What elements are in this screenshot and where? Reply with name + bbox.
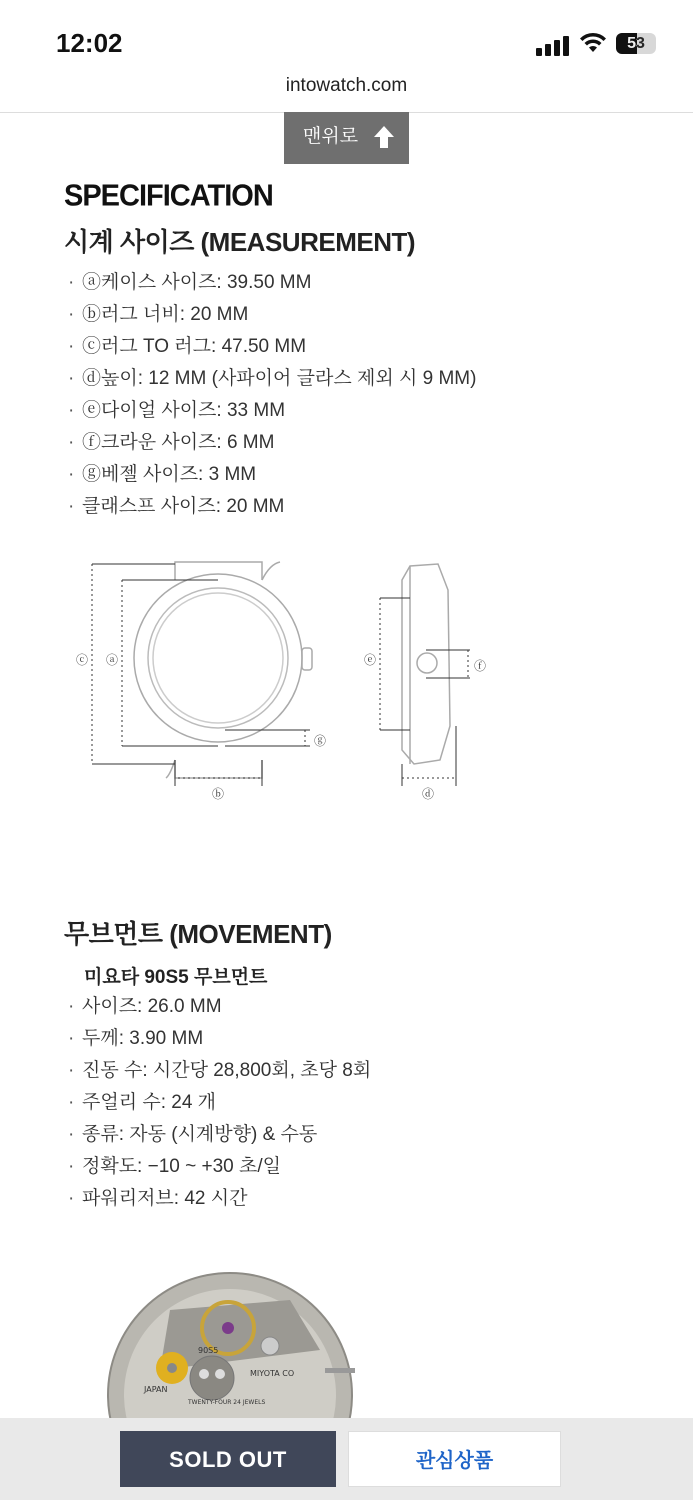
list-item: · ⓒ러그 TO 러그: 47.50 MM [68,336,307,357]
url-text: intowatch.com [285,75,408,96]
movement-origin: JAPAN [144,1385,168,1394]
list-item: · ⓖ베젤 사이즈: 3 MM [68,464,257,485]
wifi-icon [578,30,608,54]
diagram-label-b: ⓑ [211,787,225,801]
battery-level: 53 [627,35,645,52]
list-item: · ⓕ크라운 사이즈: 6 MM [68,432,275,453]
scroll-top-button[interactable] [284,112,409,164]
movement-maker: MIYOTA CO [250,1369,295,1378]
list-item: · 두께: 3.90 MM [68,1028,204,1049]
bottom-action-bar [0,1418,693,1500]
wishlist-button[interactable]: 관심상품 [348,1431,561,1487]
status-bar [0,0,693,70]
movement-image [100,1270,360,1430]
arrow-up-icon [373,125,395,149]
list-item: · ⓔ다이얼 사이즈: 33 MM [68,400,286,421]
diagram-label-a: ⓐ [105,653,119,667]
list-item: · 진동 수: 시간당 28,800회, 초당 8회 [68,1060,372,1081]
browser-url-bar[interactable] [0,72,693,113]
list-item: · 종류: 자동 (시계방향) & 수동 [68,1124,318,1145]
list-item: · 주얼리 수: 24 개 [68,1092,217,1113]
diagram-label-f: ⓕ [473,659,487,673]
list-item: · ⓐ케이스 사이즈: 39.50 MM [68,272,312,293]
watch-dimension-diagram [70,550,510,810]
movement-title: 무브먼트 (MOVEMENT) [64,919,332,949]
list-item: · 클래스프 사이즈: 20 MM [68,496,285,517]
movement-caliber: 90S5 [198,1346,219,1355]
movement-name: 미요타 90S5 무브먼트 [84,967,268,988]
movement-jewels: TWENTY-FOUR 24 JEWELS [188,1399,266,1406]
diagram-label-g: ⓖ [313,734,327,748]
scroll-top-label: 맨위로 [303,126,359,147]
diagram-label-e: ⓔ [363,653,377,667]
list-item: · 사이즈: 26.0 MM [68,996,222,1017]
measurement-list [68,267,476,523]
list-item: · ⓑ러그 너비: 20 MM [68,304,249,325]
list-item: · 정확도: −10 ~ +30 초/일 [68,1156,281,1177]
movement-list [68,991,371,1215]
list-item: · ⓓ높이: 12 MM (사파이어 글라스 제외 시 9 MM) [68,368,477,389]
diagram-label-c: ⓒ [75,653,89,667]
diagram-label-d: ⓓ [421,787,435,801]
cellular-signal-icon [536,34,570,56]
list-item: · 파워리저브: 42 시간 [68,1188,248,1209]
status-time: 12:02 [56,28,123,58]
sold-out-button[interactable]: SOLD OUT [120,1431,336,1487]
measurement-title: 시계 사이즈 (MEASUREMENT) [64,227,416,257]
battery-icon [616,33,656,54]
spec-heading: SPECIFICATION [64,179,273,213]
